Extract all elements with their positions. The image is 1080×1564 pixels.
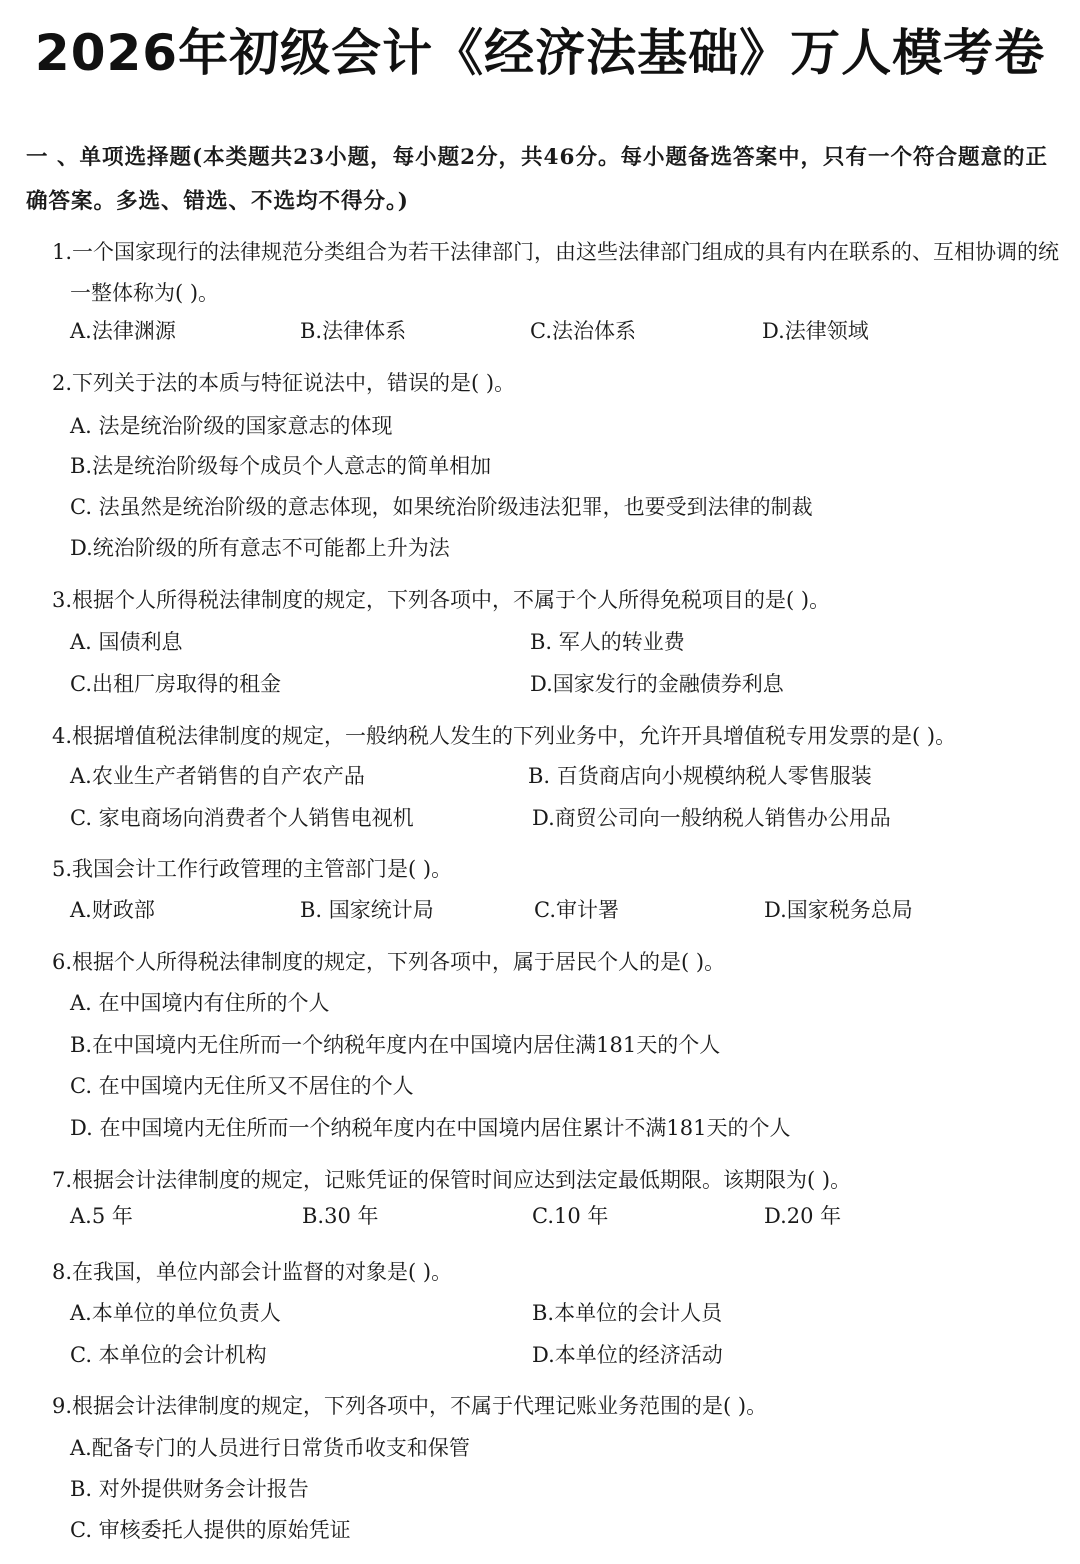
question-5-stem bbox=[52, 849, 1052, 890]
question-number: 7. bbox=[52, 1168, 73, 1192]
question-9-option-c: C. 审核委托人提供的原始凭证 bbox=[70, 1518, 351, 1542]
exam-title: 2026年初级会计《经济法基础》万人模考卷 bbox=[34, 24, 1046, 82]
question-2-option-b: B.法是统治阶级每个成员个人意志的简单相加 bbox=[70, 454, 492, 478]
question-number: 3. bbox=[52, 588, 73, 612]
question-text: 根据会计法律制度的规定，下列各项中，不属于代理记账业务范围的是( )。 bbox=[72, 1394, 768, 1418]
question-text: 在我国，单位内部会计监督的对象是( )。 bbox=[72, 1260, 453, 1284]
question-8-option-d: D.本单位的经济活动 bbox=[532, 1343, 723, 1367]
question-1-stem bbox=[52, 232, 1070, 314]
question-number: 5. bbox=[52, 857, 73, 881]
question-1-option-a: A.法律渊源 bbox=[70, 319, 176, 343]
question-7-option-c: C.10 年 bbox=[532, 1204, 609, 1228]
question-1-option-c: C.法治体系 bbox=[530, 319, 636, 343]
question-3-option-c: C.出租厂房取得的租金 bbox=[70, 672, 281, 696]
question-text: 我国会计工作行政管理的主管部门是( )。 bbox=[72, 857, 453, 881]
question-8-option-b: B.本单位的会计人员 bbox=[532, 1301, 723, 1325]
question-8-option-c: C. 本单位的会计机构 bbox=[70, 1343, 267, 1367]
question-8-stem bbox=[52, 1252, 1052, 1293]
question-7-option-a: A.5 年 bbox=[70, 1204, 133, 1228]
section-heading: 一 、单项选择题(本类题共23小题，每小题2分，共46分。每小题备选答案中，只有一个符合题意的正确答案。多选、错选、不选均不得分。) bbox=[26, 145, 1048, 214]
question-5-option-c: C.审计署 bbox=[534, 898, 619, 922]
question-9-option-a: A.配备专门的人员进行日常货币收支和保管 bbox=[70, 1436, 470, 1460]
question-4-option-a: A.农业生产者销售的自产农产品 bbox=[70, 764, 365, 788]
question-3-stem bbox=[52, 580, 1052, 621]
question-4-option-b: B. 百货商店向小规模纳税人零售服装 bbox=[528, 764, 872, 788]
question-6-option-b: B.在中国境内无住所而一个纳税年度内在中国境内居住满181天的个人 bbox=[70, 1033, 721, 1057]
question-7-option-d: D.20 年 bbox=[764, 1204, 842, 1228]
question-number: 2. bbox=[52, 371, 73, 395]
question-8-option-a: A.本单位的单位负责人 bbox=[70, 1301, 281, 1325]
question-3-option-d: D.国家发行的金融债券利息 bbox=[530, 672, 784, 696]
question-1-option-b: B.法律体系 bbox=[300, 319, 407, 343]
question-6-option-c: C. 在中国境内无住所又不居住的个人 bbox=[70, 1074, 414, 1098]
question-text: 根据个人所得税法律制度的规定，下列各项中，属于居民个人的是( )。 bbox=[72, 950, 726, 974]
question-text: 根据个人所得税法律制度的规定，下列各项中，不属于个人所得免税项目的是( )。 bbox=[72, 588, 831, 612]
question-5-option-d: D.国家税务总局 bbox=[764, 898, 913, 922]
question-number: 8. bbox=[52, 1260, 73, 1284]
question-2-option-c: C. 法虽然是统治阶级的意志体现，如果统治阶级违法犯罪，也要受到法律的制裁 bbox=[70, 495, 813, 519]
question-number: 9. bbox=[52, 1394, 73, 1418]
question-5-option-a: A.财政部 bbox=[70, 898, 155, 922]
question-number: 4. bbox=[52, 724, 73, 748]
question-text: 根据增值税法律制度的规定，一般纳税人发生的下列业务中，允许开具增值税专用发票的是( )。 bbox=[72, 724, 957, 748]
question-3-option-a: A. 国债利息 bbox=[70, 630, 183, 654]
question-text: 根据会计法律制度的规定，记账凭证的保管时间应达到法定最低期限。该期限为( )。 bbox=[72, 1168, 852, 1192]
question-7-option-b: B.30 年 bbox=[302, 1204, 379, 1228]
question-1-option-d: D.法律领域 bbox=[762, 319, 869, 343]
question-7-stem bbox=[52, 1160, 1052, 1201]
question-3-option-b: B. 军人的转业费 bbox=[530, 630, 685, 654]
question-9-option-b: B. 对外提供财务会计报告 bbox=[70, 1477, 309, 1501]
question-2-option-d: D.统治阶级的所有意志不可能都上升为法 bbox=[70, 536, 450, 560]
question-6-stem bbox=[52, 942, 1052, 983]
question-4-stem bbox=[52, 716, 1072, 757]
question-4-option-d: D.商贸公司向一般纳税人销售办公用品 bbox=[532, 806, 891, 830]
question-text: 一个国家现行的法律规范分类组合为若干法律部门，由这些法律部门组成的具有内在联系的、互相协调的统一整体称为( )。 bbox=[70, 240, 1060, 305]
question-number: 6. bbox=[52, 950, 73, 974]
question-number: 1. bbox=[52, 240, 73, 264]
question-9-stem bbox=[52, 1386, 1052, 1427]
question-6-option-a: A. 在中国境内有住所的个人 bbox=[70, 991, 330, 1015]
question-4-option-c: C. 家电商场向消费者个人销售电视机 bbox=[70, 806, 414, 830]
question-2-stem bbox=[52, 363, 1052, 404]
question-2-option-a: A. 法是统治阶级的国家意志的体现 bbox=[70, 414, 393, 438]
question-text: 下列关于法的本质与特征说法中，错误的是( )。 bbox=[72, 371, 516, 395]
question-5-option-b: B. 国家统计局 bbox=[300, 898, 434, 922]
question-6-option-d: D. 在中国境内无住所而一个纳税年度内在中国境内居住累计不满181天的个人 bbox=[70, 1116, 791, 1140]
